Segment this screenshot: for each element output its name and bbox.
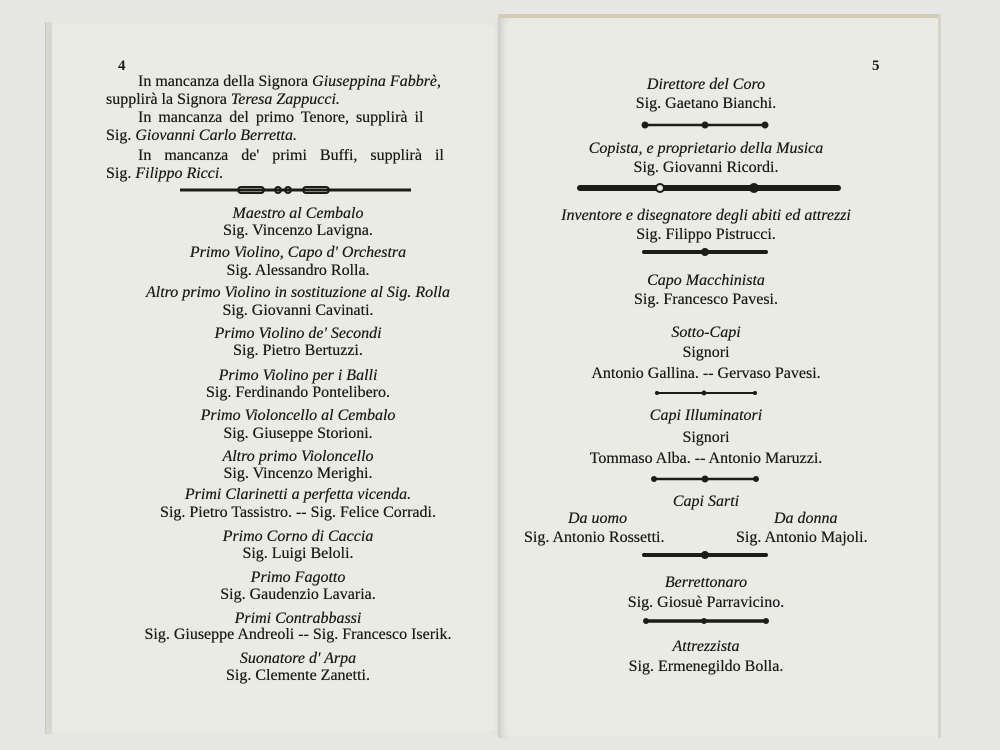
italic-text: Berrettonaro — [664, 574, 748, 591]
person-name: Tommaso Alba. -- Antonio Maruzzi. — [589, 450, 823, 467]
note-name: Teresa Zappucci. — [230, 91, 340, 108]
italic-text: Primo Violoncello al Cembalo — [200, 407, 396, 424]
role-label — [201, 407, 396, 425]
role-label — [647, 272, 765, 290]
note-text: In mancanza della Signora — [138, 73, 313, 90]
person-name: Sig. Giuseppe Andreoli -- Sig. Francesco Iserik. — [144, 626, 452, 643]
italic-text: Copista, e proprietario della Musica — [588, 140, 824, 157]
role-label — [219, 367, 378, 385]
italic-text: Da donna — [774, 510, 838, 527]
role-label — [190, 244, 406, 262]
person-name: Sig. Francesco Pavesi. — [634, 291, 778, 308]
sub-label — [774, 510, 838, 528]
italic-text: Capo Macchinista — [647, 272, 765, 289]
right-page — [498, 14, 938, 738]
role-label — [251, 569, 346, 587]
note-line — [138, 73, 441, 91]
person-name: Sig. Gaetano Bianchi. — [635, 95, 777, 112]
person-name: Antonio Gallina. -- Gervaso Pavesi. — [591, 365, 821, 382]
role-label — [673, 493, 739, 511]
ornament-divider — [654, 389, 758, 397]
italic-text: Direttore del Coro — [646, 76, 766, 93]
italic-text: Suonatore d' Arpa — [239, 650, 357, 667]
person-name: Sig. Gaudenzio Lavaria. — [220, 586, 376, 603]
note-line — [106, 91, 340, 109]
italic-text: Primo Corno di Caccia — [222, 528, 374, 545]
note-line — [106, 165, 223, 183]
italic-text: Sotto-Capi — [671, 324, 741, 341]
role-label — [223, 528, 374, 546]
person-name: Sig. Clemente Zanetti. — [226, 667, 370, 684]
person-name: Sig. Antonio Majoli. — [736, 529, 868, 546]
role-label — [673, 638, 740, 656]
note-name: Filippo Ricci. — [135, 165, 224, 182]
person-name: Sig. Luigi Beloli. — [242, 545, 354, 562]
italic-text: Primo Violino, Capo d' Orchestra — [189, 244, 407, 261]
person-name: Sig. Pietro Tassistro. -- Sig. Felice Corradi. — [160, 504, 436, 521]
italic-text: Primo Violino per i Balli — [218, 367, 378, 384]
person-name: Sig. Alessandro Rolla. — [226, 262, 370, 279]
italic-text: Maestro al Cembalo — [232, 205, 364, 222]
person-name: Sig. Giosuè Parravicino. — [627, 594, 785, 611]
italic-text: Primo Fagotto — [250, 569, 346, 586]
role-label — [665, 574, 747, 592]
italic-text: Capi Illuminatori — [649, 407, 763, 424]
left-page — [46, 22, 504, 734]
person-name: Sig. Giuseppe Storioni. — [223, 425, 373, 442]
italic-text: Primo Violino de' Secondi — [214, 325, 382, 342]
italic-text: Primi Clarinetti a perfetta vicenda. — [184, 486, 412, 503]
italic-text: Inventore e disegnatore degli abiti ed attrezzi — [561, 207, 851, 224]
person-name: Sig. Vincenzo Merighi. — [223, 465, 373, 482]
note-text: supplirà la Signora — [106, 91, 231, 108]
note-text: Sig. — [106, 127, 136, 144]
note-line — [106, 127, 297, 145]
person-name: Sig. Giovanni Cavinati. — [222, 302, 374, 319]
italic-text: Primi Contrabbassi — [234, 610, 362, 627]
person-name: Sig. Filippo Pistrucci. — [636, 226, 776, 243]
note-name: Giovanni Carlo Berretta. — [135, 127, 297, 144]
ornament-divider — [640, 550, 770, 560]
page-number: 4 — [118, 58, 126, 74]
note-text: Sig. — [106, 165, 136, 182]
role-label — [222, 448, 373, 466]
italic-text: Altro primo Violoncello — [222, 448, 374, 465]
ornament-divider — [576, 182, 842, 194]
italic-text: Attrezzista — [672, 638, 740, 655]
role-label — [146, 284, 450, 302]
person-name: Sig. Pietro Bertuzzi. — [233, 342, 363, 359]
italic-text: Da uomo — [568, 510, 628, 527]
role-label — [240, 650, 356, 668]
person-name: Sig. Ferdinando Pontelibero. — [206, 384, 390, 401]
ornament-divider — [642, 616, 770, 626]
person-name: Sig. Ermenegildo Bolla. — [628, 658, 784, 675]
role-label — [650, 407, 762, 425]
person-name: Sig. Antonio Rossetti. — [524, 529, 665, 546]
person-name: Sig. Giovanni Ricordi. — [633, 159, 779, 176]
role-label — [214, 325, 381, 343]
role-label — [561, 207, 851, 225]
role-label — [671, 324, 740, 342]
ornament-divider — [640, 120, 770, 130]
sub-label — [568, 510, 627, 528]
group-label: Signori — [682, 344, 730, 361]
group-label: Signori — [682, 429, 730, 446]
role-label — [589, 140, 824, 158]
ornament-divider — [640, 247, 770, 257]
note-name: Giuseppina Fabbrè — [312, 73, 438, 90]
italic-text: Altro primo Violino in sostituzione al Sig. Rolla — [145, 284, 451, 301]
role-label — [647, 76, 765, 94]
note-punct: , — [437, 73, 442, 90]
note-line: In mancanza de' primi Buffi, supplirà il — [138, 147, 444, 164]
note-line: In mancanza del primo Tenore, supplirà il — [138, 109, 424, 126]
italic-text: Capi Sarti — [672, 493, 740, 510]
ornament-divider — [178, 185, 413, 195]
ornament-divider — [650, 474, 760, 484]
role-label — [185, 486, 411, 504]
role-label — [233, 205, 364, 223]
page-number: 5 — [872, 58, 880, 74]
person-name: Sig. Vincenzo Lavigna. — [223, 222, 373, 239]
